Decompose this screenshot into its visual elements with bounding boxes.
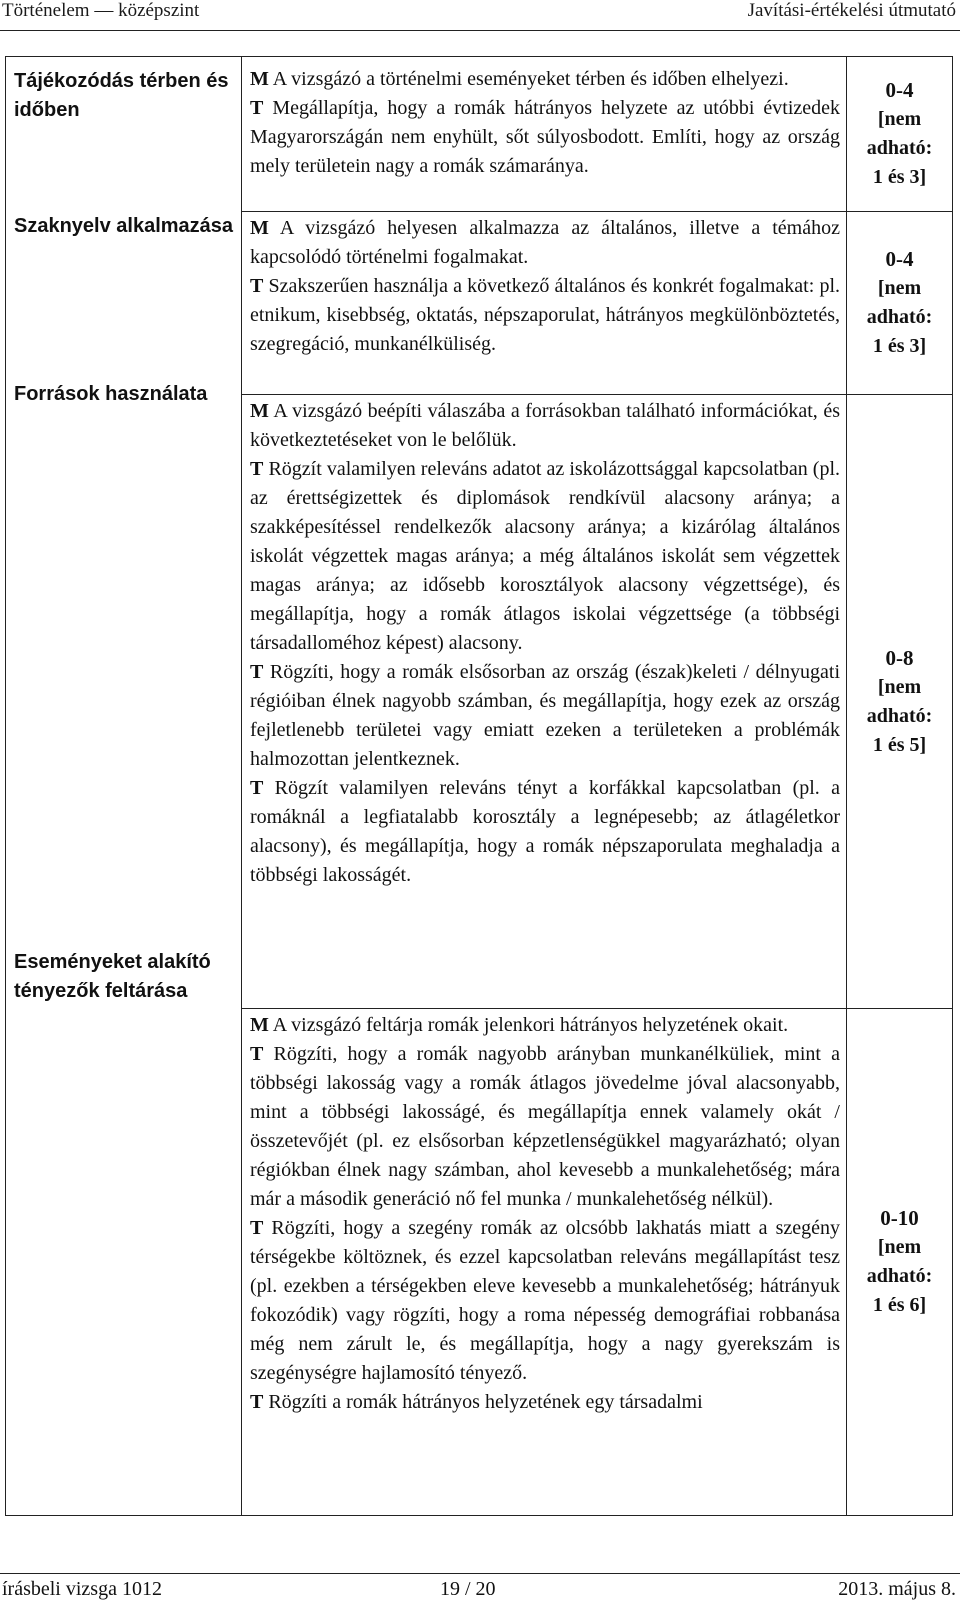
list-item: T Rögzíti, hogy a szegény romák az olcsóbb lakhatás miatt a szegény térségekbe költöznek, és ezzel kapcsolatban releváns megállapítást tesz (pl. ezekben a térségekben eleve kevesebb a munkalehetőség; hátrányuk fokozódik) vagy rögzíti, hogy a roma népesség demográfiai robbanása még nem zárult le, és megállapítja, hogy a nagy gyerekszám is szegénységre hajlamosító tényező. [250,1217,840,1385]
list-item: M A vizsgázó a történelmi eseményeket térben és időben elhelyezi. [250,68,789,90]
criterion-causes: Eseményeket alakító tényezők feltárása [14,951,211,1002]
criterion-sources: Források használata [14,383,208,405]
list-item: M A vizsgázó helyesen alkalmazza az általános, illetve a témához kapcsolódó történelmi fogalmakat. [250,216,840,268]
header-divider [0,30,960,31]
section-terminology-text [242,211,847,394]
header-guide-title: Javítási-értékelési útmutató [747,0,956,21]
list-item: M A vizsgázó beépíti válaszába a forrásokban található információkat, és következtetéseket von le belőlük. [250,400,840,452]
score-causes: 0-10 [nem adható: 1 és 6] [847,1009,953,1516]
list-item: T Rögzíti, hogy a romák elsősorban az ország (észak)keleti / délnyugati régióiban élnek nagyobb számban, és megállapítja, hogy ezek az ország fejletlenebb területei vagy emiatt ezeken a területeken a problémák halmozottan jelentkeznek. [250,661,841,771]
footer-exam-code: írásbeli vizsga 1012 [2,1578,162,1600]
score-space-time: 0-4 [nem adható: 1 és 3] [847,57,953,212]
page-header [0,0,960,30]
header-subject: Történelem — középszint [2,0,200,21]
list-item: M A vizsgázó feltárja romák jelenkori hátrányos helyzetének okait. [250,1014,789,1037]
list-item: T Rögzít valamilyen releváns tényt a korfákkal kapcsolatban (pl. a romáknál a legfiatalabb korosztály a legnépesebb; az átlagéletkor alacsony), és megállapítja, hogy a romák népszaporulata meghaladja a többségi lakosságét. [250,777,841,887]
score-terminology: 0-4 [nem adható: 1 és 3] [847,211,953,394]
list-item: T Szakszerűen használja a következő általános és konkrét fogalmakat: pl. etnikum, kisebbség, oktatás, népszaporulat, hátrányos megkülönböztetés, szegregáció, munkanélküliség. [250,274,840,355]
list-item: T Rögzít valamilyen releváns adatot az iskolázottsággal kapcsolatban (pl. az érettségizettek és diplomások rendkívül alacsony aránya; a szakképesítéssel rendelkezők alacsony aránya; a kizárólag általános iskolát végzettek magas aránya; a még általános iskolát sem végzettek magas aránya; az idősebb korosztályok alacsony végzettsége), és megállapítja, hogy a romák átlagos iskolai végzettsége (a többségi társadalloméhoz képest) alacsony. [250,458,840,655]
criterion-space-time: Tájékozódás térben és időben [14,70,229,121]
page-footer [0,1578,960,1606]
table-row [6,57,953,212]
section-space-time-text [242,57,847,212]
footer-date: 2013. május 8. [838,1578,956,1600]
criterion-terminology: Szaknyelv alkalmazása [14,215,234,237]
footer-divider [0,1573,960,1574]
criteria-column [6,57,242,1516]
list-item: T Megállapítja, hogy a romák hátrányos helyzete az utóbbi évtizedek Magyarországán nem enyhült, sőt súlyosbodott. Említi, hogy az ország mely területein nagy a romák számaránya. [250,97,841,177]
scoring-table [5,56,953,1516]
section-causes-text [242,1009,847,1516]
list-item: T Rögzíti a romák hátrányos helyzetének egy társadalmi [250,1391,703,1414]
section-sources-text [242,395,847,1009]
list-item: T Rögzíti, hogy a romák nagyobb arányban munkanélküliek, mint a többségi lakosság vagy a romák átlagos jövedelme jóval alacsonyabb, mint a többségi lakosságé, és megállapítja ennek valamely okát / összetevőjét (pl. ez elsősorban képzetlenségükkel magyarázható; olyan régiókban élnek nagy számban, ahol kevesebb a munkalehetőség; mára már a második generáció nő fel munka / munkalehetőség nélkül). [250,1043,840,1211]
page-number: 19 / 20 [440,1578,496,1600]
score-sources: 0-8 [nem adható: 1 és 5] [847,395,953,1009]
